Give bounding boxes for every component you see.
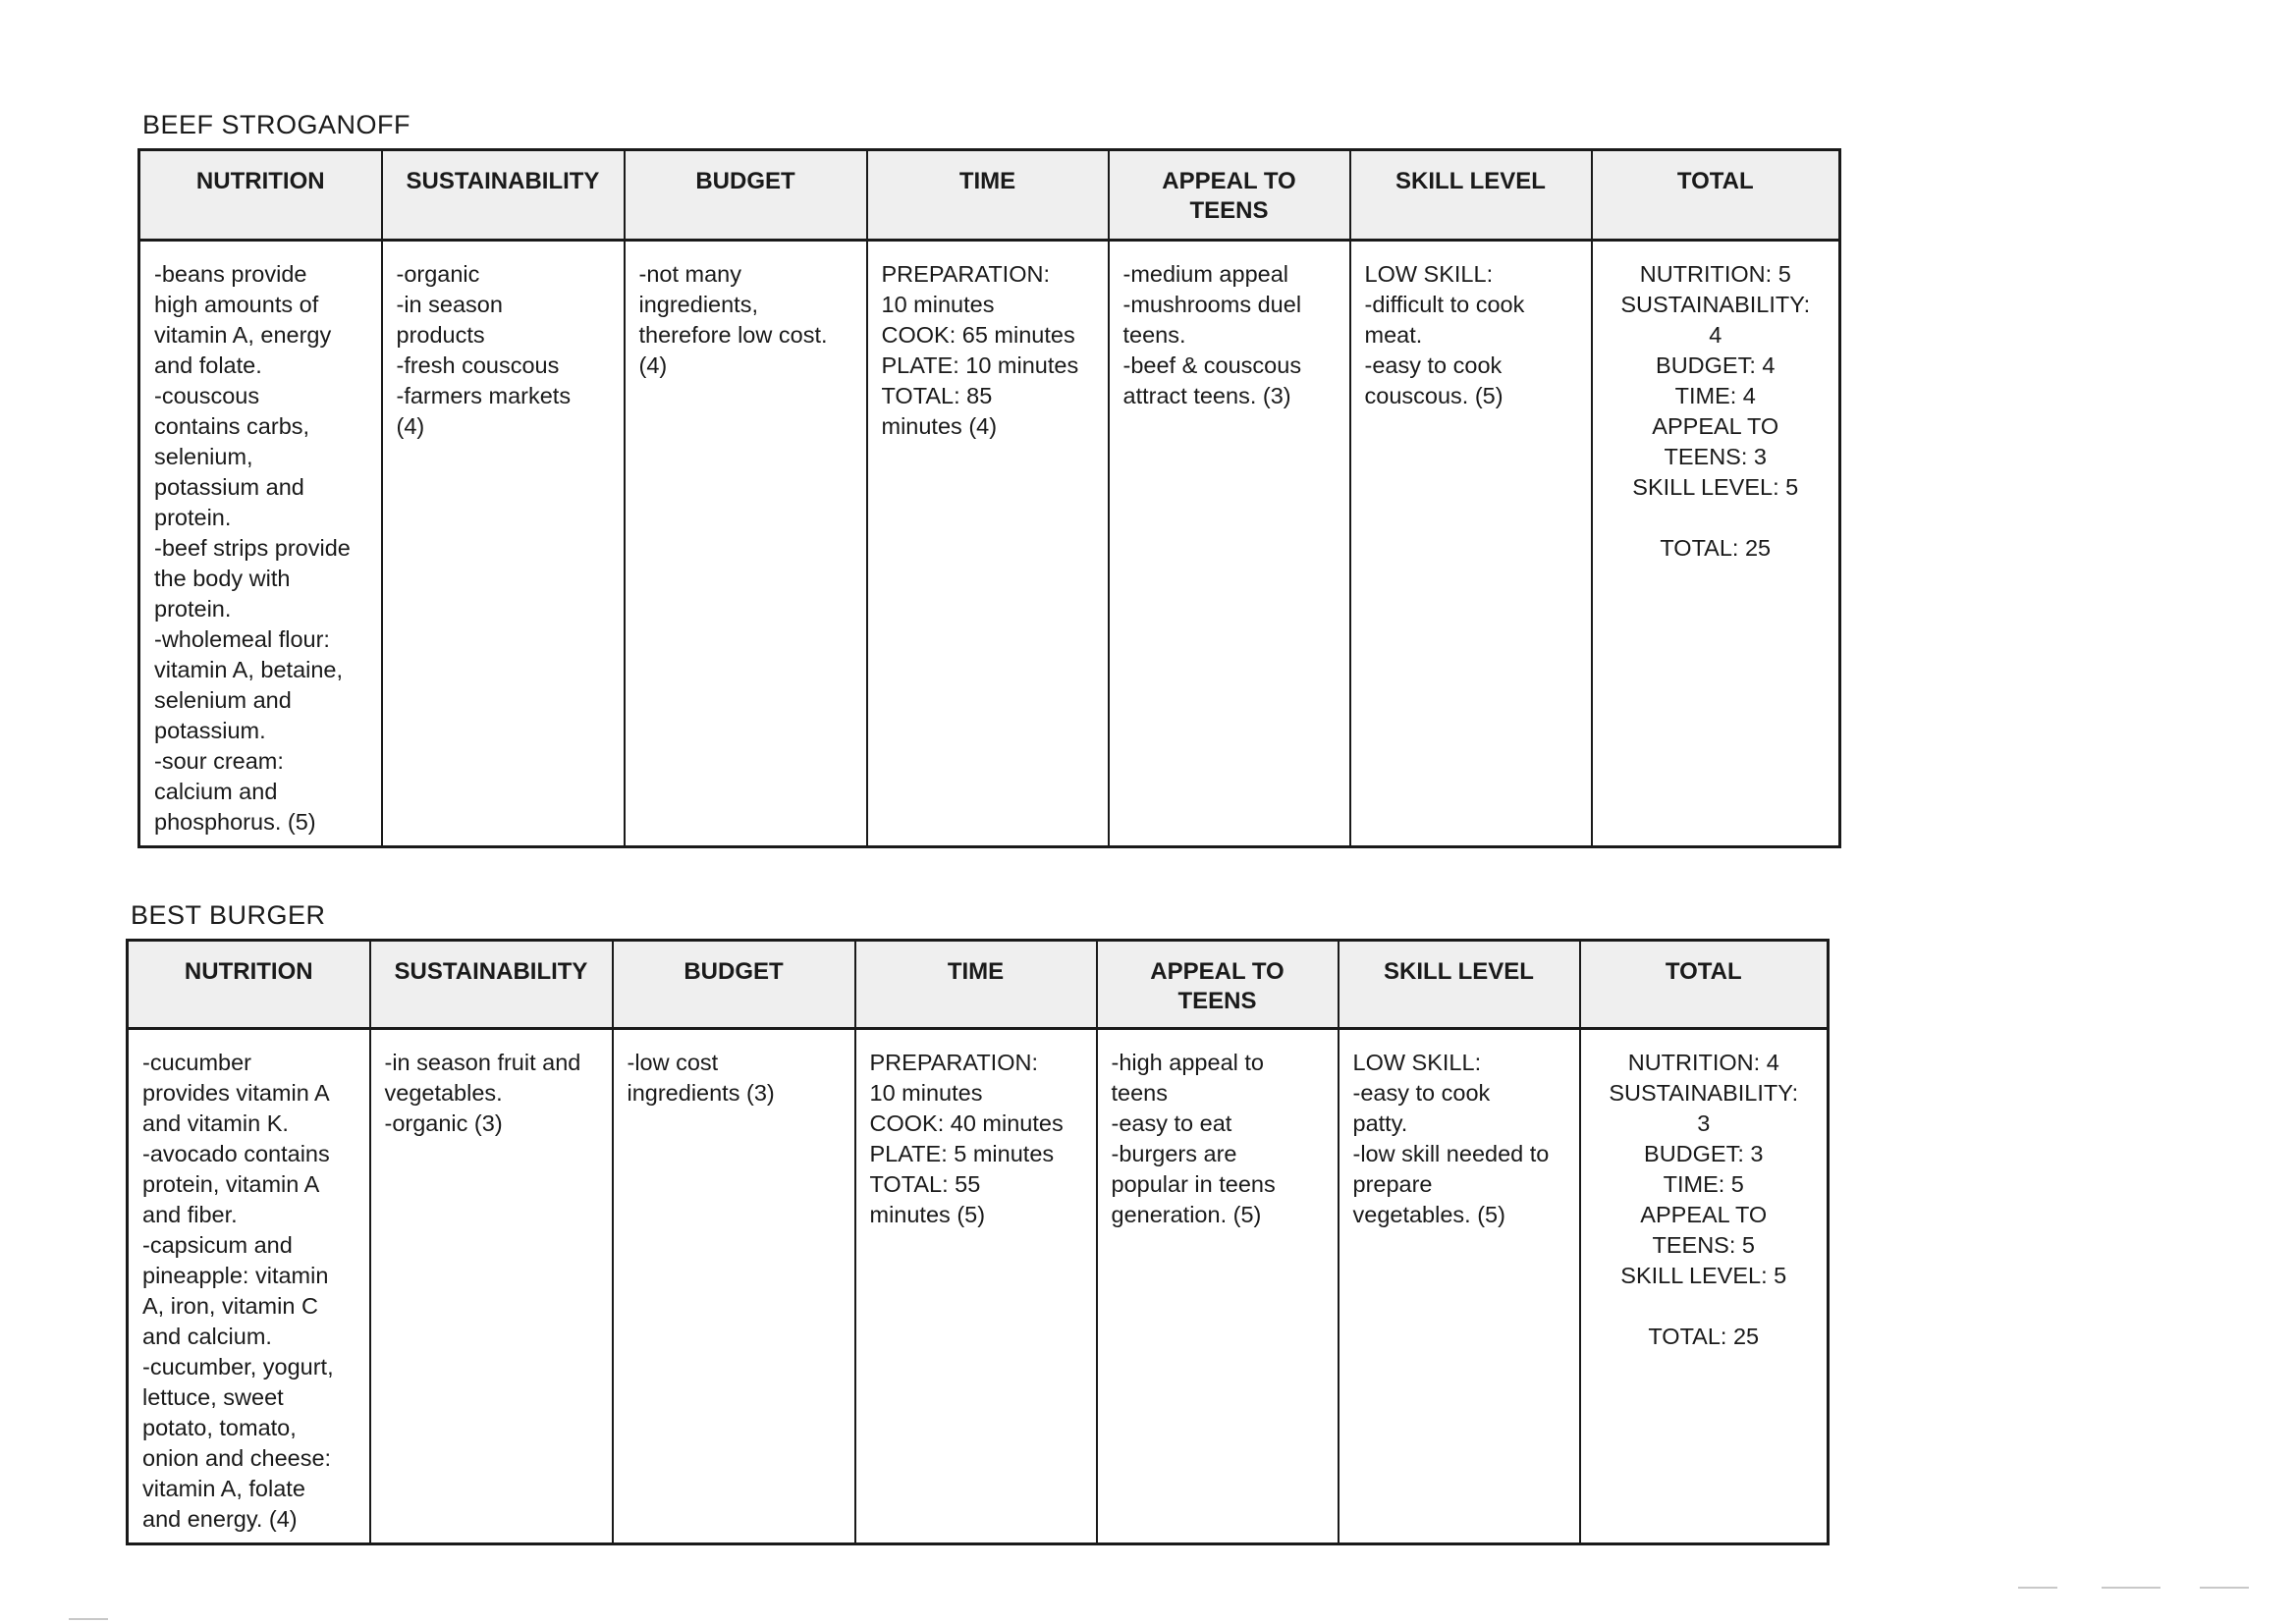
cell-nutrition: -cucumber provides vitamin A and vitamin K. -avocado contains protein, vitamin A and fiber. -capsicum and pineapple: vitamin A, iron, vitamin C and calcium. -cucumber, yogurt, lettuce, sweet potato, tomato, onion and cheese: vitamin A, folate and energy. (4): [128, 1029, 370, 1544]
column-header-nutrition: NUTRITION: [128, 941, 370, 1029]
cell-time: PREPARATION: 10 minutes COOK: 40 minutes PLATE: 5 minutes TOTAL: 55 minutes (5): [855, 1029, 1097, 1544]
column-header-nutrition: NUTRITION: [139, 150, 382, 241]
column-header-total: TOTAL: [1592, 150, 1840, 241]
header-row: [139, 150, 1840, 241]
evaluation-table-best-burger: [126, 939, 1830, 1545]
cell-nutrition: -beans provide high amounts of vitamin A, energy and folate. -couscous contains carbs, selenium, potassium and protein. -beef strips provide the body with protein. -wholemeal flour: vitamin A, betaine, selenium and potassium. -sour cream: calcium and phosphorus. (5): [139, 241, 382, 847]
column-header-time: TIME: [867, 150, 1109, 241]
cell-total: NUTRITION: 4 SUSTAINABILITY: 3 BUDGET: 3 TIME: 5 APPEAL TO TEENS: 5 SKILL LEVEL: 5 TOTAL: 25: [1580, 1029, 1829, 1544]
cell-skill-level: LOW SKILL: -difficult to cook meat. -easy to cook couscous. (5): [1350, 241, 1592, 847]
cell-budget: -low cost ingredients (3): [613, 1029, 855, 1544]
recipe-title-beef-stroganoff: BEEF STROGANOFF: [142, 110, 411, 139]
scan-artifact: [2102, 1587, 2160, 1589]
column-header-total: TOTAL: [1580, 941, 1829, 1029]
scan-artifact: [69, 1618, 108, 1620]
cell-time: PREPARATION: 10 minutes COOK: 65 minutes PLATE: 10 minutes TOTAL: 85 minutes (4): [867, 241, 1109, 847]
table-row: [139, 241, 1840, 847]
column-header-skill-level: SKILL LEVEL: [1339, 941, 1580, 1029]
cell-appeal-to-teens: -medium appeal -mushrooms duel teens. -beef & couscous attract teens. (3): [1109, 241, 1350, 847]
column-header-appeal-to-teens: APPEAL TO TEENS: [1097, 941, 1339, 1029]
column-header-appeal-to-teens: APPEAL TO TEENS: [1109, 150, 1350, 241]
cell-skill-level: LOW SKILL: -easy to cook patty. -low skill needed to prepare vegetables. (5): [1339, 1029, 1580, 1544]
column-header-time: TIME: [855, 941, 1097, 1029]
column-header-sustainability: SUSTAINABILITY: [370, 941, 613, 1029]
column-header-sustainability: SUSTAINABILITY: [382, 150, 625, 241]
header-row: [128, 941, 1829, 1029]
column-header-skill-level: SKILL LEVEL: [1350, 150, 1592, 241]
evaluation-table-beef-stroganoff: [137, 148, 1841, 848]
scan-artifact: [2018, 1587, 2057, 1589]
cell-sustainability: -in season fruit and vegetables. -organic (3): [370, 1029, 613, 1544]
cell-total: NUTRITION: 5 SUSTAINABILITY: 4 BUDGET: 4 TIME: 4 APPEAL TO TEENS: 3 SKILL LEVEL: 5 TOTAL: 25: [1592, 241, 1840, 847]
cell-sustainability: -organic -in season products -fresh couscous -farmers markets (4): [382, 241, 625, 847]
column-header-budget: BUDGET: [613, 941, 855, 1029]
scan-artifact: [2200, 1587, 2249, 1589]
cell-budget: -not many ingredients, therefore low cost. (4): [625, 241, 867, 847]
recipe-title-best-burger: BEST BURGER: [131, 900, 326, 930]
table-row: [128, 1029, 1829, 1544]
cell-appeal-to-teens: -high appeal to teens -easy to eat -burgers are popular in teens generation. (5): [1097, 1029, 1339, 1544]
column-header-budget: BUDGET: [625, 150, 867, 241]
